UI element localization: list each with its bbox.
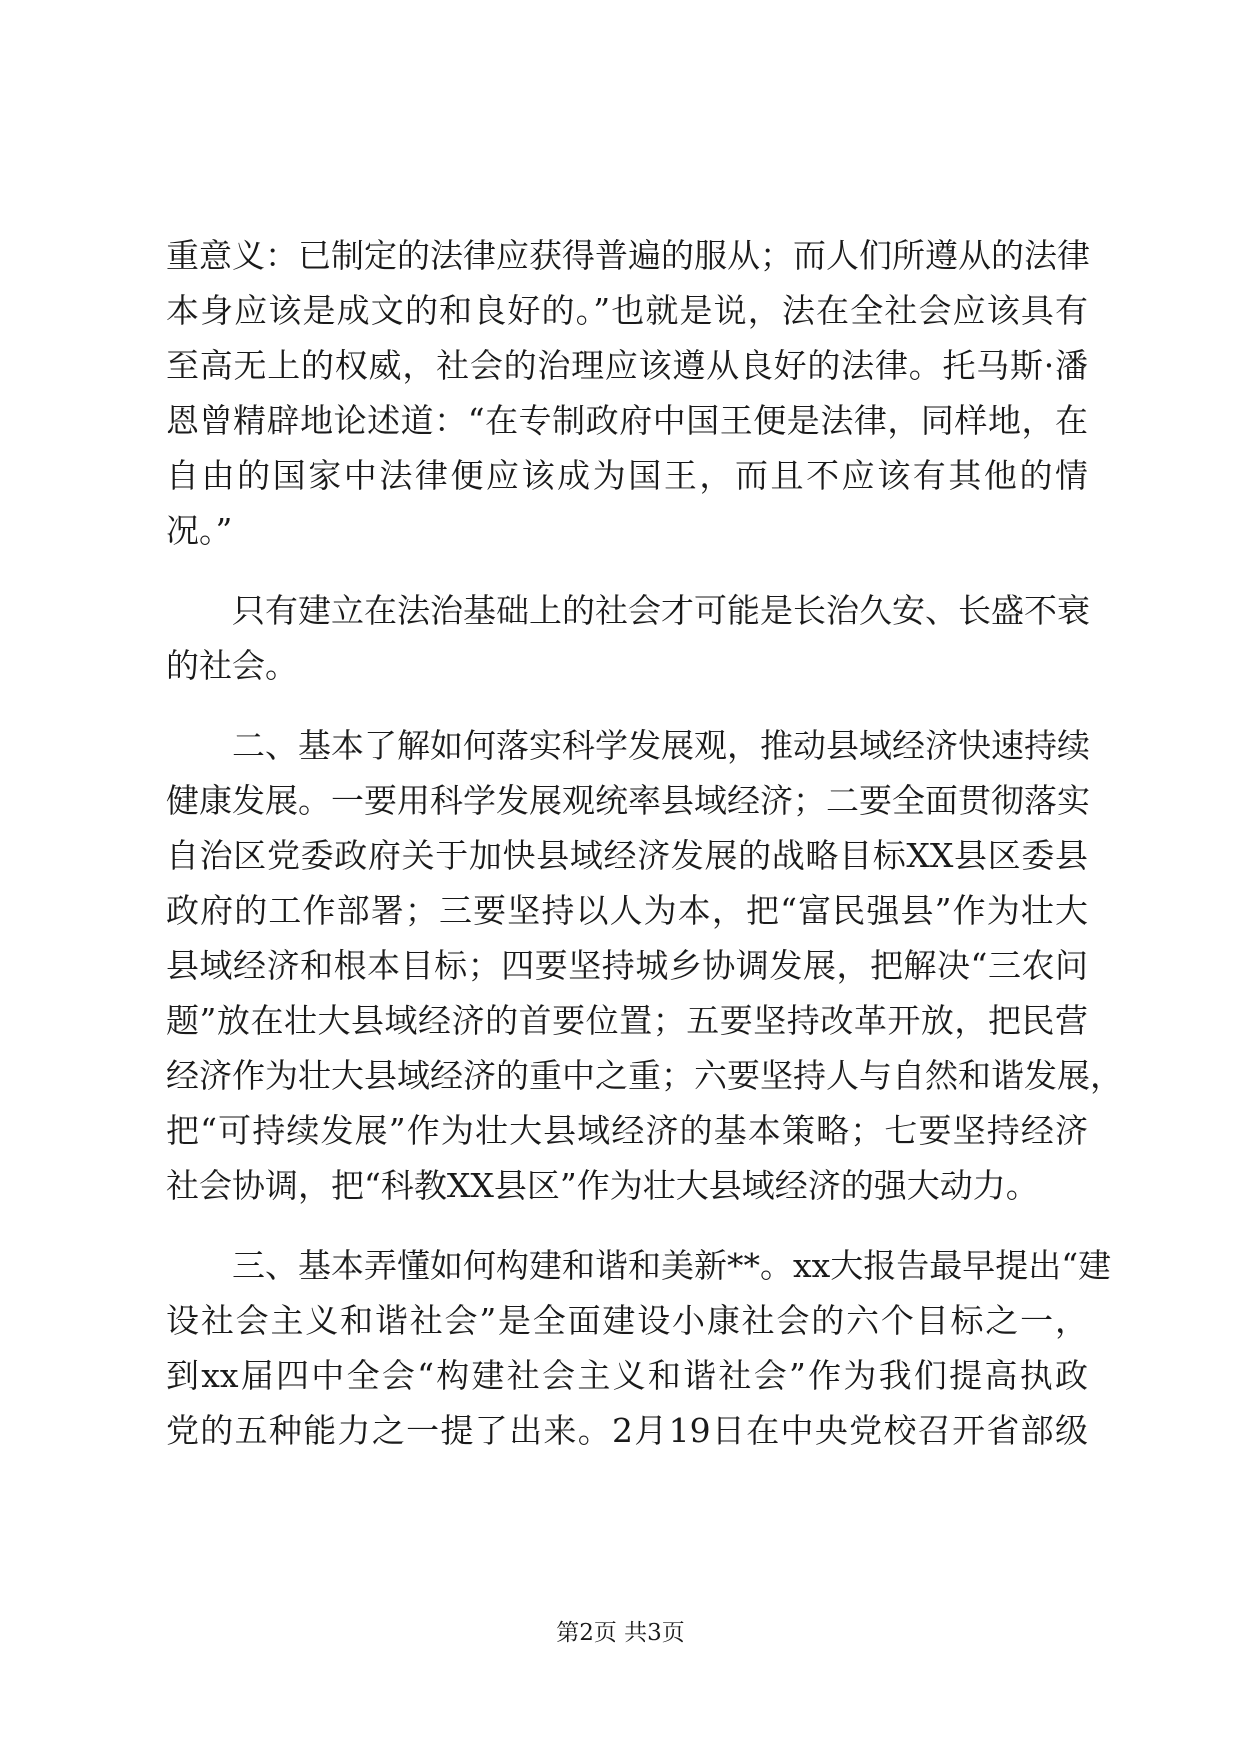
text-line: 政府的工作部署；三要坚持以人为本，把“富民强县”作为壮大 bbox=[166, 891, 1088, 930]
text-line: 的社会。 bbox=[166, 646, 298, 685]
text-line: 社会协调，把“科教XX县区”作为壮大县域经济的强大动力。 bbox=[166, 1166, 1039, 1205]
text-line: 重意义：已制定的法律应获得普遍的服从；而人们所遵从的法律 bbox=[166, 236, 1090, 275]
text-line: 只有建立在法治基础上的社会才可能是长治久安、长盛不衰 bbox=[166, 591, 1090, 630]
text-line: 二、基本了解如何落实科学发展观，推动县域经济快速持续 bbox=[166, 726, 1090, 765]
text-line: 三、基本弄懂如何构建和谐和美新**。xx大报告最早提出“建 bbox=[166, 1246, 1112, 1285]
text-line: 县域经济和根本目标；四要坚持城乡协调发展，把解决“三农问 bbox=[166, 946, 1088, 985]
text-line: 设社会主义和谐社会”是全面建设小康社会的六个目标之一， bbox=[166, 1301, 1088, 1340]
text-line: 况。” bbox=[166, 511, 233, 550]
text-line: 恩曾精辟地论述道：“在专制政府中国王便是法律，同样地，在 bbox=[166, 401, 1088, 440]
page-number-footer: 第2页 共3页 bbox=[556, 1620, 685, 1646]
text-line: 到xx届四中全会“构建社会主义和谐社会”作为我们提高执政 bbox=[166, 1356, 1088, 1395]
body-text bbox=[166, 228, 1123, 1458]
text-line: 经济作为壮大县域经济的重中之重；六要坚持人与自然和谐发展， bbox=[166, 1056, 1123, 1095]
text-line: 自治区党委政府关于加快县域经济发展的战略目标XX县区委县 bbox=[166, 836, 1088, 875]
text-line: 题”放在壮大县域经济的首要位置；五要坚持改革开放，把民营 bbox=[166, 1001, 1088, 1040]
text-line: 健康发展。一要用科学发展观统率县域经济；二要全面贯彻落实 bbox=[166, 781, 1090, 820]
text-line: 本身应该是成文的和良好的。”也就是说，法在全社会应该具有 bbox=[166, 291, 1088, 330]
text-line: 自由的国家中法律便应该成为国王，而且不应该有其他的情 bbox=[166, 456, 1088, 495]
text-line: 至高无上的权威，社会的治理应该遵从良好的法律。托马斯·潘 bbox=[166, 346, 1088, 385]
text-line: 党的五种能力之一提了出来。2月19日在中央党校召开省部级 bbox=[166, 1411, 1088, 1450]
text-line: 把“可持续发展”作为壮大县域经济的基本策略；七要坚持经济 bbox=[166, 1111, 1088, 1150]
